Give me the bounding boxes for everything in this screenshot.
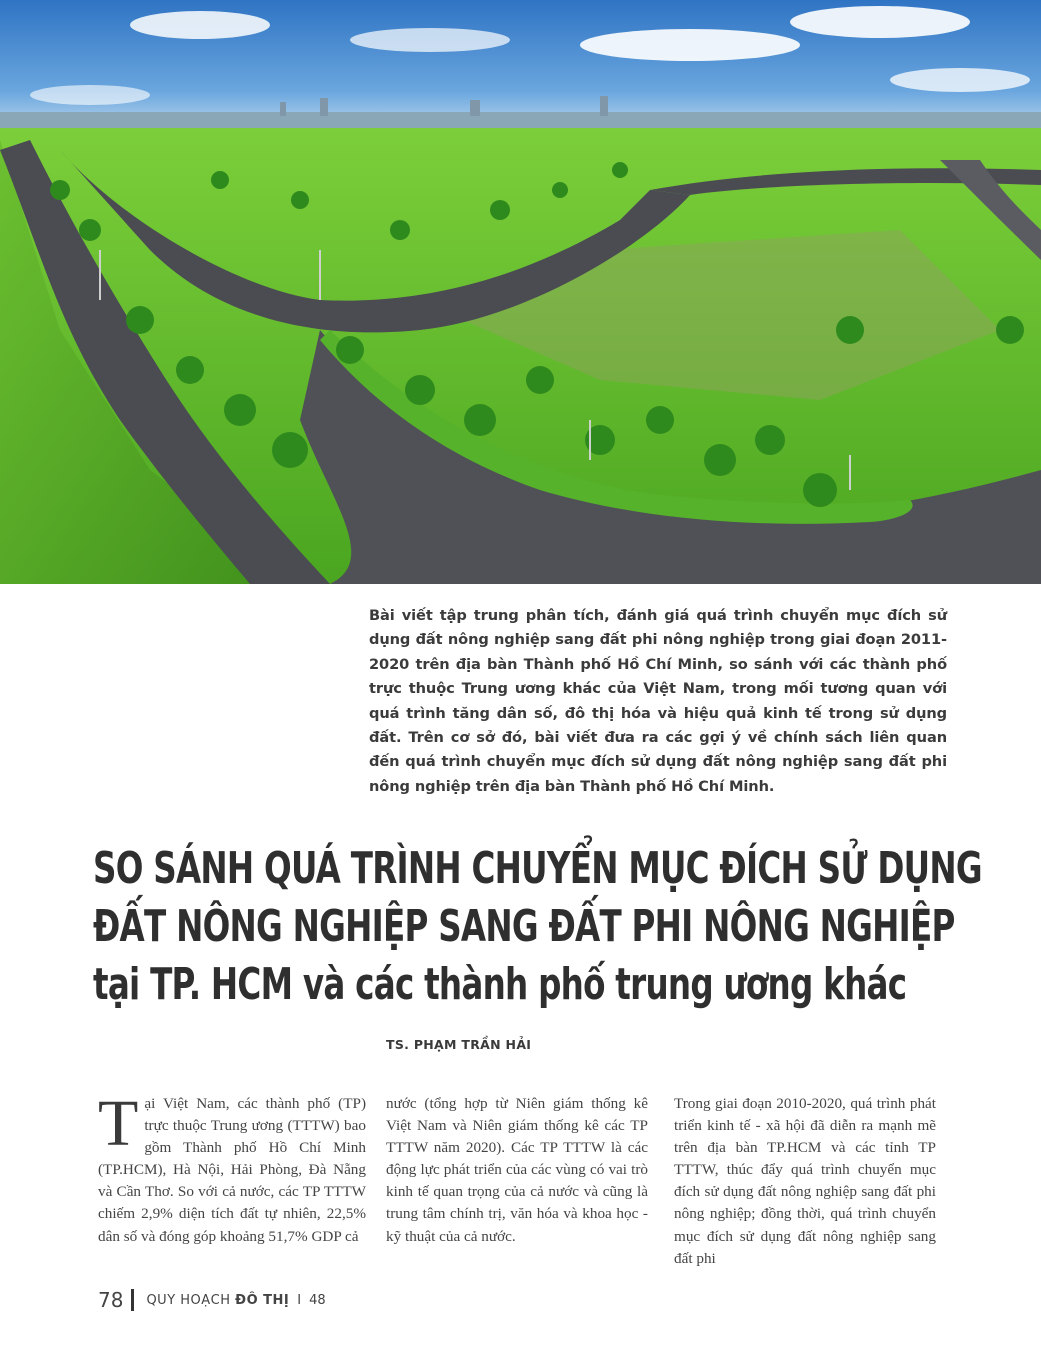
- page-footer: [98, 1288, 326, 1312]
- title-line-3: tại TP. HCM và các thành phố trung ương khác: [93, 959, 907, 1010]
- aerial-landscape-image: [0, 0, 1041, 584]
- title-line-2: ĐẤT NÔNG NGHIỆP SANG ĐẤT PHI NÔNG NGHIỆP: [93, 901, 955, 952]
- article-abstract: Bài viết tập trung phân tích, đánh giá quá trình chuyển mục đích sử dụng đất nông nghiệp sang đất phi nông nghiệp trong giai đoạn 2011-2020 trên địa bàn Thành phố Hồ Chí Minh, so sánh với các thành phố trực thuộc Trung ương khác của Việt Nam, trong mối tương quan với quá trình tăng dân số, đô thị hóa và hiệu quả kinh tế trong sử dụng đất. Trên cơ sở đó, bài viết đưa ra các gợi ý về chính sách liên quan đến quá trình chuyển mục đích sử dụng đất nông nghiệp sang đất phi nông nghiệp trên địa bàn Thành phố Hồ Chí Minh.: [369, 607, 947, 795]
- issue-number: 48: [309, 1292, 326, 1308]
- page-number: 78: [98, 1288, 124, 1312]
- body-column-3: Trong giai đoạn 2010-2020, quá trình phát triển kinh tế - xã hội đã diễn ra mạnh mẽ trên địa bàn TP.HCM và các tỉnh TP TTTW, thúc đẩy quá trình chuyển mục đích sử dụng đất nông nghiệp sang đất phi nông nghiệp; đồng thời, quá trình chuyển mục đích sử dụng đất nông nghiệp sang đất phi: [674, 1095, 936, 1267]
- body-column-2: nước (tổng hợp từ Niên giám thống kê Việt Nam và Niên giám thống kê các TP TTTW năm 2020). Các TP TTTW là các động lực phát triển của các vùng có vai trò kinh tế quan trọng của cả nước và cũng là trung tâm chính trị, văn hóa và khoa học - kỹ thuật của cả nước.: [386, 1095, 648, 1245]
- drop-cap: T: [98, 1087, 139, 1160]
- magazine-name-prefix: QUY HOẠCH: [146, 1292, 236, 1308]
- body-column-1-text: ại Việt Nam, các thành phố (TP) trực thuộc Trung ương (TTTW) bao gồm Thành phố Hồ Chí Minh (TP.HCM), Hà Nội, Hải Phòng, Đà Nẵng và Cần Thơ. So với cả nước, các TP TTTW chiếm 2,9% diện tích đất tự nhiên, 22,5% dân số và đóng góp khoảng 51,7% GDP cả: [98, 1095, 366, 1245]
- title-line-1: SO SÁNH QUÁ TRÌNH CHUYỂN MỤC ĐÍCH SỬ DỤNG: [93, 843, 982, 894]
- author-byline: TS. PHẠM TRẦN HẢI: [386, 1037, 532, 1052]
- footer-divider: [131, 1289, 134, 1311]
- article-title: [93, 840, 993, 1014]
- magazine-name: [146, 1293, 289, 1308]
- magazine-name-bold: ĐÔ THỊ: [235, 1292, 290, 1308]
- footer-separator: I: [297, 1292, 302, 1308]
- hero-photo: [0, 0, 1041, 584]
- body-column-1: [98, 1087, 366, 1248]
